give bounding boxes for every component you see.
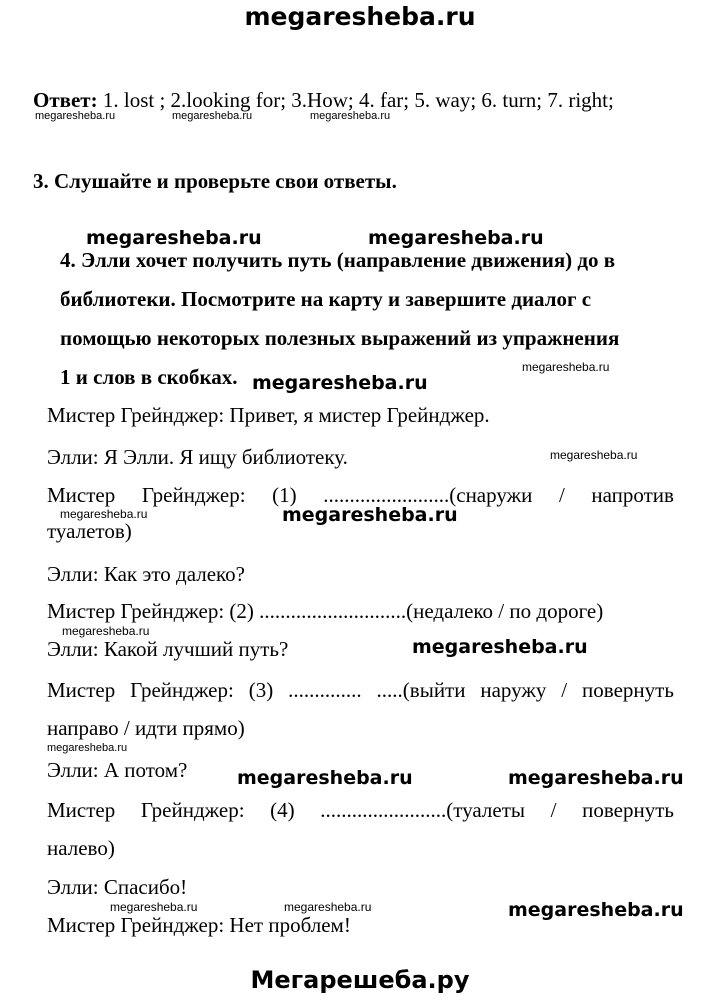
watermark-large: megaresheba.ru — [368, 227, 544, 249]
dialog-line-9-cont: налево) — [47, 836, 115, 860]
dialog-line-10: Элли: Спасибо! — [47, 875, 188, 899]
watermark-large: megaresheba.ru — [508, 767, 684, 789]
watermark-large: megaresheba.ru — [252, 372, 428, 394]
dialog-line-9: Мистер Грейнджер: (4) ........................(туалеты / повернуть — [47, 798, 674, 822]
watermark-small: megaresheba.ru — [522, 360, 610, 374]
task-4-line-4: 1 и слов в скобках. — [60, 365, 238, 389]
watermark-small: megaresheba.ru — [284, 900, 372, 914]
watermark-small: megaresheba.ru — [172, 110, 253, 122]
watermark-large: megaresheba.ru — [282, 504, 458, 526]
watermark-large: megaresheba.ru — [86, 227, 262, 249]
dialog-line-2: Элли: Я Элли. Я ищу библиотеку. — [47, 445, 348, 469]
dialog-line-7-cont: направо / идти прямо) — [47, 716, 245, 740]
task-4-line-3: помощью некоторых полезных выражений из упражнения — [60, 326, 620, 350]
watermark-small: megaresheba.ru — [110, 900, 198, 914]
watermark-small: megaresheba.ru — [310, 110, 391, 122]
dialog-line-5: Мистер Грейнджер: (2) ............................(недалеко / по дороге) — [47, 599, 604, 623]
dialog-line-4: Элли: Как это далеко? — [47, 562, 245, 586]
watermark-small: megaresheba.ru — [550, 448, 638, 462]
dialog-line-6: Элли: Какой лучший путь? — [47, 637, 289, 661]
watermark-small: megaresheba.ru — [60, 507, 148, 521]
dialog-line-7: Мистер Грейнджер: (3) .............. .....(выйти наружу / повернуть — [47, 678, 674, 702]
site-header: megaresheba.ru — [244, 2, 476, 31]
watermark-small: megaresheba.ru — [35, 110, 116, 122]
watermark-large: megaresheba.ru — [237, 767, 413, 789]
dialog-line-3: Мистер Грейнджер: (1) ........................(снаружи / напротив — [47, 483, 674, 507]
answer-text: 1. lost ; 2.looking for; 3.How; 4. far; 5. way; 6. turn; 7. right; — [97, 88, 614, 112]
dialog-line-8: Элли: А потом? — [47, 758, 188, 782]
watermark-small: megaresheba.ru — [62, 624, 150, 638]
watermark-large: megaresheba.ru — [412, 636, 588, 658]
task-3-heading: 3. Слушайте и проверьте свои ответы. — [33, 169, 397, 193]
task-4-line-1: 4. Элли хочет получить путь (направление движения) до в — [60, 248, 616, 272]
site-footer: Мегарешеба.ру — [250, 966, 470, 994]
dialog-line-1: Мистер Грейнджер: Привет, я мистер Грейнджер. — [47, 403, 490, 427]
watermark-small: megaresheba.ru — [47, 742, 128, 754]
dialog-line-3-cont: туалетов) — [47, 519, 132, 543]
watermark-large: megaresheba.ru — [508, 899, 684, 921]
answer-label: Ответ: — [33, 88, 98, 112]
dialog-line-11: Мистер Грейнджер: Нет проблем! — [47, 913, 351, 937]
task-4-line-2: библиотеки. Посмотрите на карту и завершите диалог с — [60, 287, 592, 311]
